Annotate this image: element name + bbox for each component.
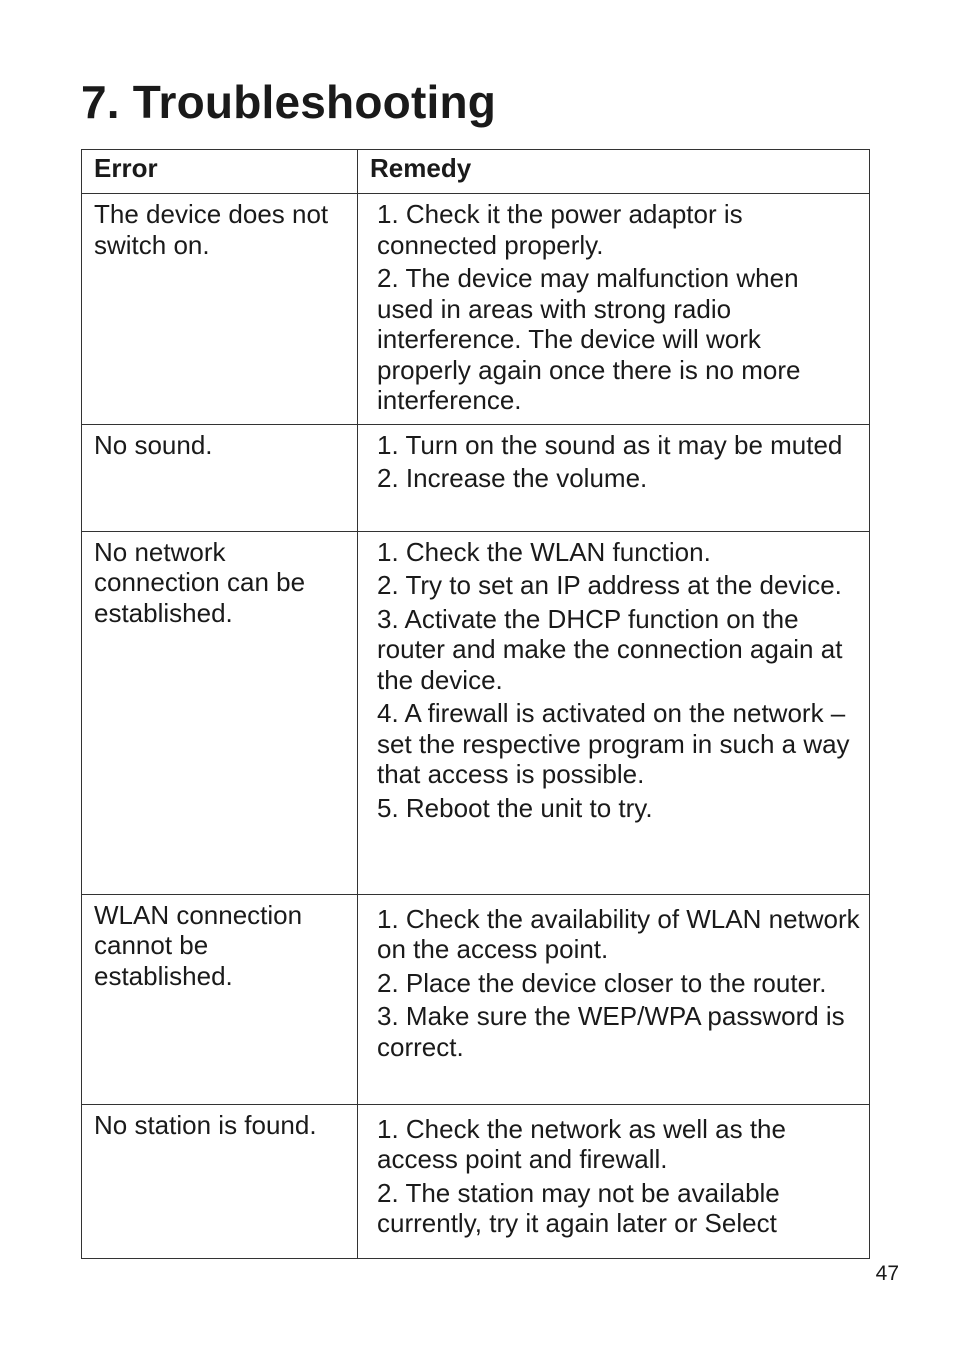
table-header-row [82, 150, 870, 194]
remedy-cell [358, 531, 870, 894]
error-cell: The device does not switch on. [82, 194, 358, 425]
remedy-cell [358, 424, 870, 531]
remedy-item: 1. Check the network as well as the access point and firewall. [377, 1113, 786, 1174]
table-row [82, 894, 870, 1104]
table-row [82, 424, 870, 531]
remedy-item: 2. Increase the volume. [377, 463, 648, 493]
header-error: Error [82, 150, 358, 194]
error-cell: WLAN connection cannot be established. [82, 894, 358, 1104]
error-cell: No network connection can be established. [82, 531, 358, 894]
remedy-item: 3. Make sure the WEP/WPA password is correct. [377, 1001, 845, 1062]
remedy-item: 1. Check it the power adaptor is connected properly. [377, 199, 743, 260]
table-row [82, 1104, 870, 1258]
troubleshooting-table [81, 149, 870, 1259]
remedy-item: 5. Reboot the unit to try. [377, 792, 653, 823]
header-remedy: Remedy [358, 150, 870, 194]
remedy-item: 2. Try to set an IP address at the device. [377, 570, 842, 600]
remedy-cell [358, 894, 870, 1104]
remedy-item: 4. A firewall is activated on the network – set the respective program in such a way that access is possible. [377, 698, 850, 789]
table-row [82, 194, 870, 425]
error-cell: No station is found. [82, 1104, 358, 1258]
remedy-cell [358, 194, 870, 425]
remedy-item: 2. The device may malfunction when used in areas with strong radio interference. The device will work properly again once there is no more interference. [377, 263, 801, 415]
page-title: 7. Troubleshooting [81, 76, 497, 128]
remedy-item: 2. The station may not be available currently, try it again later or Select [377, 1177, 780, 1238]
remedy-cell [358, 1104, 870, 1258]
remedy-item: 1. Check the availability of WLAN network on the access point. [377, 903, 860, 964]
remedy-item: 2. Place the device closer to the router. [377, 967, 827, 998]
remedy-item: 3. Activate the DHCP function on the router and make the connection again at the device. [377, 603, 843, 695]
remedy-item: 1. Turn on the sound as it may be muted [377, 429, 843, 460]
error-cell: No sound. [82, 424, 358, 531]
remedy-item: 1. Check the WLAN function. [377, 536, 711, 567]
table-row [82, 531, 870, 894]
page-number: 47 [875, 1262, 899, 1285]
